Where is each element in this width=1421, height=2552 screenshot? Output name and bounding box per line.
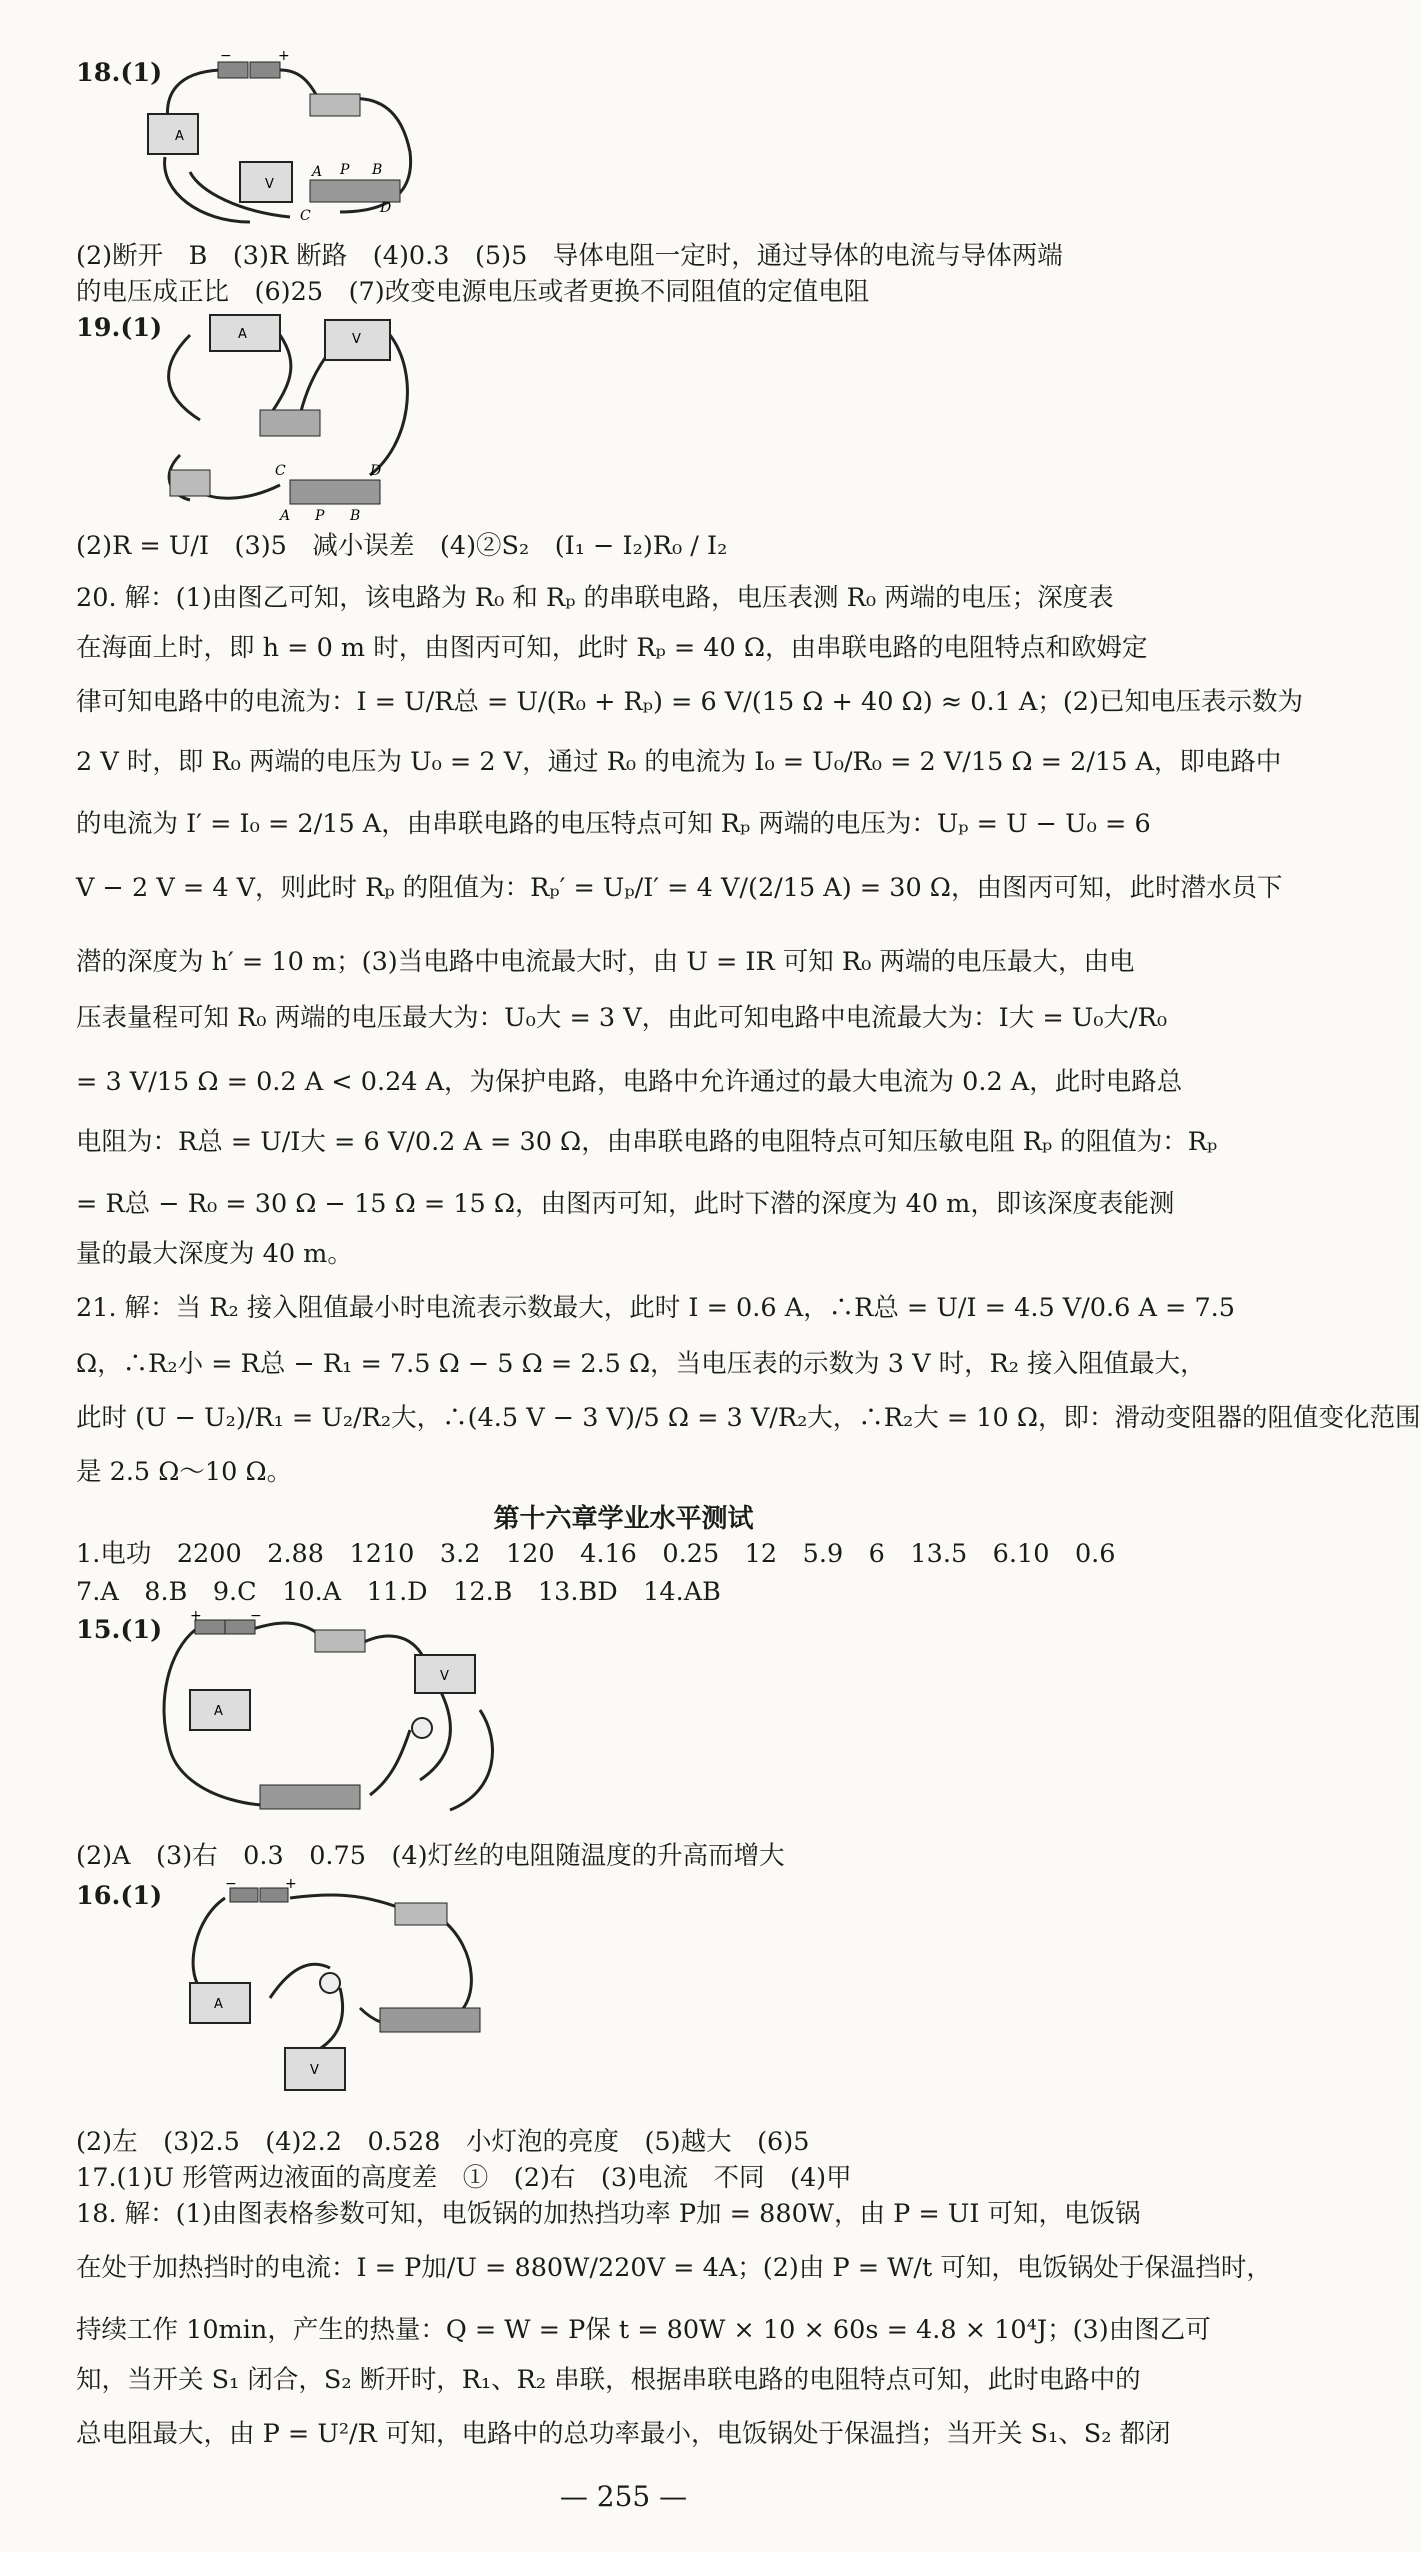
circuit-diagram-16: [180, 1876, 510, 2118]
c15-label-plus: +: [190, 1608, 202, 1624]
c18-label-V: V: [265, 177, 274, 192]
answer-19-label: 19.(1): [76, 313, 163, 343]
answer-20-line1: 20. 解：(1)由图乙可知，该电路为 R₀ 和 Rₚ 的串联电路，电压表测 R₀ 两端的电压；深度表: [76, 583, 1114, 613]
answer-18b-line2: 在处于加热挡时的电流：I = P加/U = 880W/220V = 4A；(2)由 P = W/t 可知，电饭锅处于保温挡时，: [76, 2253, 1272, 2283]
c19-label-B: B: [350, 508, 361, 524]
section-title: 第十六章学业水平测试: [493, 1504, 754, 1534]
chapter16-answers-2: 7.A 8.B 9.C 10.A 11.D 12.B 13.BD 14.AB: [76, 1577, 721, 1607]
answer-20-line10: 电阻为：R总 = U/I大 = 6 V/0.2 A = 30 Ω，由串联电路的电阻特点可知压敏电阻 Rₚ 的阻值为：Rₚ: [76, 1127, 1218, 1157]
answer-16-label: 16.(1): [76, 1881, 163, 1911]
answer-20-line9: = 3 V/15 Ω = 0.2 A < 0.24 A，为保护电路，电路中允许通过的最大电流为 0.2 A，此时电路总: [76, 1067, 1183, 1097]
answer-18-label: 18.(1): [76, 58, 163, 88]
answer-20-line12: 量的最大深度为 40 m。: [76, 1239, 353, 1269]
c15-label-A: A: [214, 1704, 223, 1719]
answer-20-line6: V − 2 V = 4 V，则此时 Rₚ 的阻值为：Rₚ′ = Uₚ/I′ = 4 V/(2/15 A) = 30 Ω，由图丙可知，此时潜水员下: [76, 873, 1283, 903]
answer-18-line2: (2)断开 B (3)R 断路 (4)0.3 (5)5 导体电阻一定时，通过导体的电流与导体两端: [76, 241, 1063, 271]
c18-label-P: P: [340, 162, 350, 178]
answer-18-line3: 的电压成正比 (6)25 (7)改变电源电压或者更换不同阻值的定值电阻: [76, 277, 870, 307]
c18-label-A1: A: [175, 129, 184, 144]
c18-label-minus: −: [220, 48, 232, 64]
c15-label-V: V: [440, 1669, 449, 1684]
chapter16-answers-1: 1.电功 2200 2.88 1210 3.2 120 4.16 0.25 12 5.9 6 13.5 6.10 0.6: [76, 1539, 1116, 1569]
circuit-diagram-15: [150, 1608, 530, 1820]
answer-20-line7: 潜的深度为 h′ = 10 m；(3)当电路中电流最大时，由 U = IR 可知 R₀ 两端的电压最大，由电: [76, 947, 1135, 977]
c18-label-C: C: [300, 208, 311, 224]
answer-18b-line3: 持续工作 10min，产生的热量：Q = W = P保 t = 80W × 10 × 60s = 4.8 × 10⁴J；(3)由图乙可: [76, 2315, 1211, 2345]
c16-label-plus: +: [285, 1876, 297, 1892]
answer-20-line5: 的电流为 I′ = I₀ = 2/15 A，由串联电路的电压特点可知 Rₚ 两端的电压为：Uₚ = U − U₀ = 6: [76, 809, 1151, 839]
c18-label-A2: A: [312, 164, 323, 180]
answer-21-line1: 21. 解：当 R₂ 接入阻值最小时电流表示数最大，此时 I = 0.6 A，∴R总 = U/I = 4.5 V/0.6 A = 7.5: [76, 1293, 1236, 1323]
c18-label-D: D: [380, 200, 392, 216]
circuit-diagram-18: [140, 48, 470, 232]
c16-label-minus: −: [225, 1876, 237, 1892]
answer-20-line2: 在海面上时，即 h = 0 m 时，由图丙可知，此时 Rₚ = 40 Ω，由串联电路的电阻特点和欧姆定: [76, 633, 1148, 663]
answer-15-label: 15.(1): [76, 1615, 163, 1645]
c19-label-D: D: [370, 463, 382, 479]
c16-label-V: V: [310, 2063, 319, 2078]
c19-label-C: C: [275, 463, 286, 479]
answer-20-line4: 2 V 时，即 R₀ 两端的电压为 U₀ = 2 V，通过 R₀ 的电流为 I₀ = U₀/R₀ = 2 V/15 Ω = 2/15 A，即电路中: [76, 747, 1282, 777]
c18-label-plus: +: [278, 48, 290, 64]
answer-15-line2: (2)A (3)右 0.3 0.75 (4)灯丝的电阻随温度的升高而增大: [76, 1841, 785, 1871]
c19-label-A: A: [238, 327, 247, 342]
answer-18b-line1: 18. 解：(1)由图表格参数可知，电饭锅的加热挡功率 P加 = 880W，由 P = UI 可知，电饭锅: [76, 2199, 1141, 2229]
answer-17: 17.(1)U 形管两边液面的高度差 ① (2)右 (3)电流 不同 (4)甲: [76, 2163, 852, 2193]
answer-19-line2: (2)R = U/I (3)5 减小误差 (4)②S₂ (I₁ − I₂)R₀ / I₂: [76, 531, 728, 561]
answer-21-line3: 此时 (U − U₂)/R₁ = U₂/R₂大，∴(4.5 V − 3 V)/5 Ω = 3 V/R₂大，∴R₂大 = 10 Ω，即：滑动变阻器的阻值变化范围: [76, 1403, 1421, 1433]
c15-label-minus: −: [250, 1608, 262, 1624]
answer-16-line2: (2)左 (3)2.5 (4)2.2 0.528 小灯泡的亮度 (5)越大 (6)5: [76, 2127, 810, 2157]
circuit-diagram-19: [150, 305, 450, 525]
answer-18b-line4: 知，当开关 S₁ 闭合，S₂ 断开时，R₁、R₂ 串联，根据串联电路的电阻特点可知，此时电路中的: [76, 2365, 1141, 2395]
page-number: — 255 —: [559, 2480, 688, 2513]
answer-20-line8: 压表量程可知 R₀ 两端的电压最大为：U₀大 = 3 V，由此可知电路中电流最大为：I大 = U₀大/R₀: [76, 1003, 1168, 1033]
answer-20-line11: = R总 − R₀ = 30 Ω − 15 Ω = 15 Ω，由图丙可知，此时下潜的深度为 40 m，即该深度表能测: [76, 1189, 1175, 1219]
c19-label-V: V: [352, 332, 361, 347]
c16-label-A: A: [214, 1997, 223, 2012]
c19-label-P: P: [315, 508, 325, 524]
c19-label-A2: A: [280, 508, 291, 524]
c18-label-B: B: [372, 162, 383, 178]
answer-20-line3: 律可知电路中的电流为：I = U/R总 = U/(R₀ + Rₚ) = 6 V/(15 Ω + 40 Ω) ≈ 0.1 A；(2)已知电压表示数为: [76, 687, 1303, 717]
answer-21-line2: Ω，∴R₂小 = R总 − R₁ = 7.5 Ω − 5 Ω = 2.5 Ω，当电压表的示数为 3 V 时，R₂ 接入阻值最大，: [76, 1349, 1206, 1379]
answer-18b-line5: 总电阻最大，由 P = U²/R 可知，电路中的总功率最小，电饭锅处于保温挡；当开关 S₁、S₂ 都闭: [76, 2419, 1171, 2449]
answer-21-line4: 是 2.5 Ω～10 Ω。: [76, 1457, 293, 1487]
